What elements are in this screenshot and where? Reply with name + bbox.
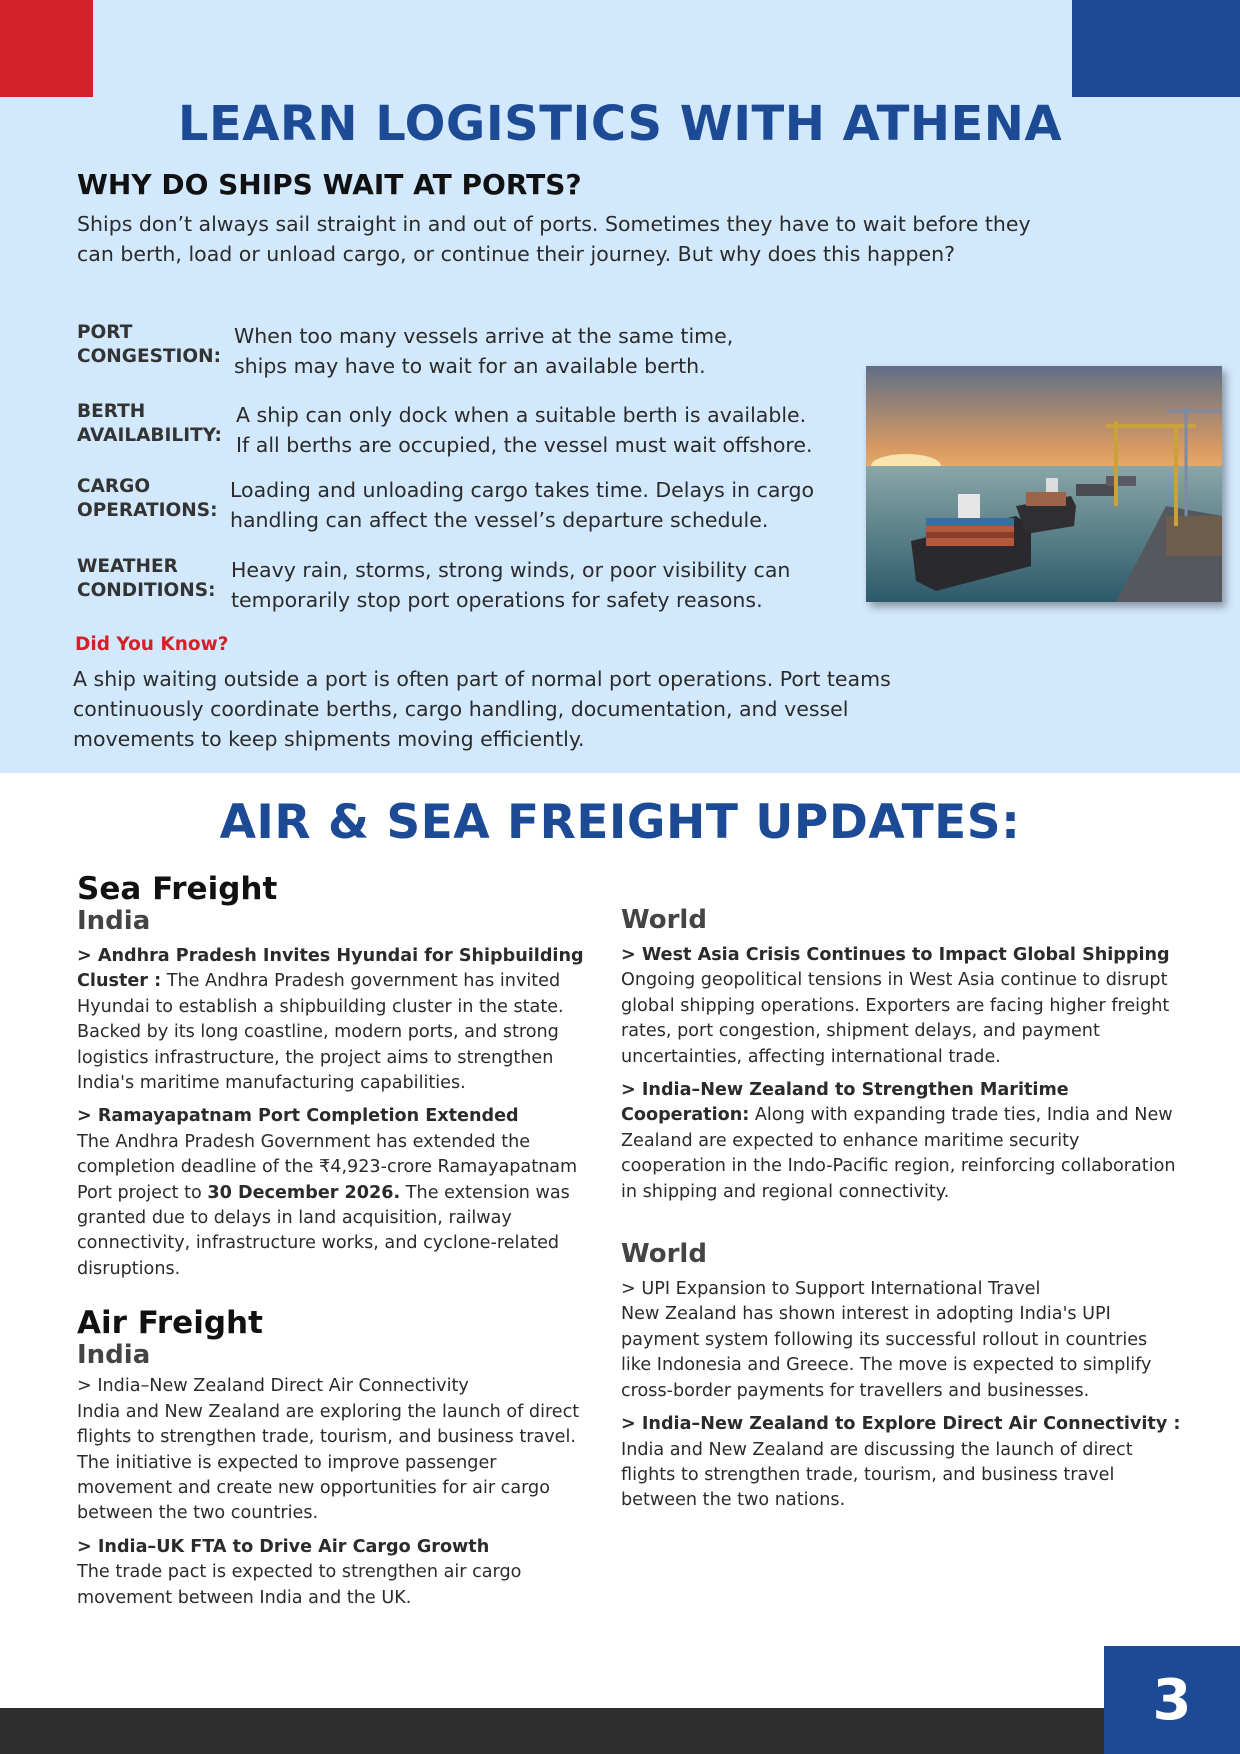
reason-line: When too many vessels arrive at the same time, [234,324,734,348]
news-item [621,1078,1181,1205]
did-you-know-text: A ship waiting outside a port is often part of normal port operations. Port teams continuously coordinate berths, cargo handling, documentation, and vessel movements to keep shipments moving efficiently. [73,667,891,751]
reason-label: CARGO OPERATIONS: [77,476,218,521]
news-item [77,1374,597,1526]
footer-bar [0,1708,1240,1754]
news-item [621,1412,1181,1514]
news-headline: > Andhra Pradesh Invites Hyundai for Shipbuilding Cluster : [77,946,584,992]
reason-text [236,400,813,460]
intro-paragraph: Ships don’t always sail straight in and out of ports. Sometimes they have to wait before they can berth, load or unload cargo, or continue their journey. But why does this happen? [77,212,1031,266]
air-india-heading: India [77,1340,151,1371]
news-body: The trade pact is expected to strengthen air cargo movement between India and the UK. [77,1562,522,1608]
updates-right-column [621,905,1181,1514]
news-date: 30 December 2026. [207,1182,401,1203]
reason-line: temporarily stop port operations for safety reasons. [231,588,763,612]
reason-line: If all berths are occupied, the vessel must wait offshore. [236,433,813,457]
reason-label: BERTH AVAILABILITY: [77,401,222,446]
reason-line: A ship can only dock when a suitable berth is available. [236,403,807,427]
blue-corner-accent [1072,0,1240,97]
sea-freight-heading: Sea Freight [77,871,278,907]
updates-title: AIR & SEA FREIGHT UPDATES: [219,795,1021,850]
news-body: The Andhra Pradesh Government has extended the completion deadline of the ₹4,923-crore Ramayapatnam Port project to [77,1131,578,1203]
page-number: 3 [1104,1646,1240,1754]
news-item [621,943,1181,1070]
reason-line: handling can affect the vessel’s departure schedule. [230,508,769,532]
news-body: India and New Zealand are exploring the launch of direct flights to strengthen trade, tourism, and business travel. The initiative is expected to improve passenger movement and create new opportunities for air cargo between the two countries. [77,1401,580,1524]
sea-world-heading: World [621,905,707,935]
news-body: The extension was granted due to delays in land acquisition, railway connectivity, infrastructure works, and cyclone-related disruptions. [77,1182,570,1279]
news-item [77,944,597,1096]
did-you-know-label: Did You Know? [75,634,229,655]
container-port-photo [866,366,1222,602]
news-headline: > West Asia Crisis Continues to Impact Global Shipping [621,945,1170,965]
page-title: LEARN LOGISTICS WITH ATHENA [177,96,1063,152]
reason-line: ships may have to wait for an available berth. [234,354,706,378]
sea-india-heading: India [77,906,151,936]
reason-label: WEATHER CONDITIONS: [77,556,216,601]
section-heading-ports: WHY DO SHIPS WAIT AT PORTS? [77,168,582,201]
news-headline: > UPI Expansion to Support International Travel [621,1279,1041,1300]
news-headline: > India–New Zealand Direct Air Connectivity [77,1376,469,1397]
news-headline: > India–New Zealand to Strengthen Maritime Cooperation: [621,1080,1069,1126]
news-body: New Zealand has shown interest in adopting India's UPI payment system following its successful rollout in countries like Indonesia and Greece. The move is expected to simplify cross-border payments for travellers and businesses. [621,1304,1152,1401]
reason-text [230,475,814,535]
news-body: The Andhra Pradesh government has invited Hyundai to establish a shipbuilding cluster in the state. Backed by its long coastline, modern ports, and strong logistics infrastructure, the project aims to strengthen India's maritime manufacturing capabilities. [77,971,564,1094]
air-world-heading: World [621,1239,707,1270]
news-body: Along with expanding trade ties, India and New Zealand are expected to enhance maritime security cooperation in the Indo-Pacific region, reinforcing collaboration in shipping and regional connectivity. [621,1105,1176,1202]
reason-line: Loading and unloading cargo takes time. Delays in cargo [230,478,815,502]
updates-left-column [77,872,597,1611]
news-item [77,1535,597,1611]
news-item [621,1277,1181,1404]
red-corner-accent [0,0,93,97]
news-body: Ongoing geopolitical tensions in West Asia continue to disrupt global shipping operations. Exporters are facing higher freight rates, port congestion, shipment delays, and payment uncertainties, affecting international trade. [621,970,1170,1067]
reason-line: Heavy rain, storms, strong winds, or poor visibility can [231,558,791,582]
news-headline: > India–UK FTA to Drive Air Cargo Growth [77,1536,490,1557]
news-item [77,1104,597,1282]
air-freight-heading: Air Freight [77,1305,263,1342]
reason-text [231,555,790,615]
news-headline: > India–New Zealand to Explore Direct Air Connectivity : [621,1414,1181,1435]
news-headline: > Ramayapatnam Port Completion Extended [77,1106,519,1127]
news-body: India and New Zealand are discussing the launch of direct flights to strengthen trade, tourism, and business travel between the two nations. [621,1439,1133,1511]
reason-text [234,321,733,381]
reason-label: PORT CONGESTION: [77,322,222,367]
